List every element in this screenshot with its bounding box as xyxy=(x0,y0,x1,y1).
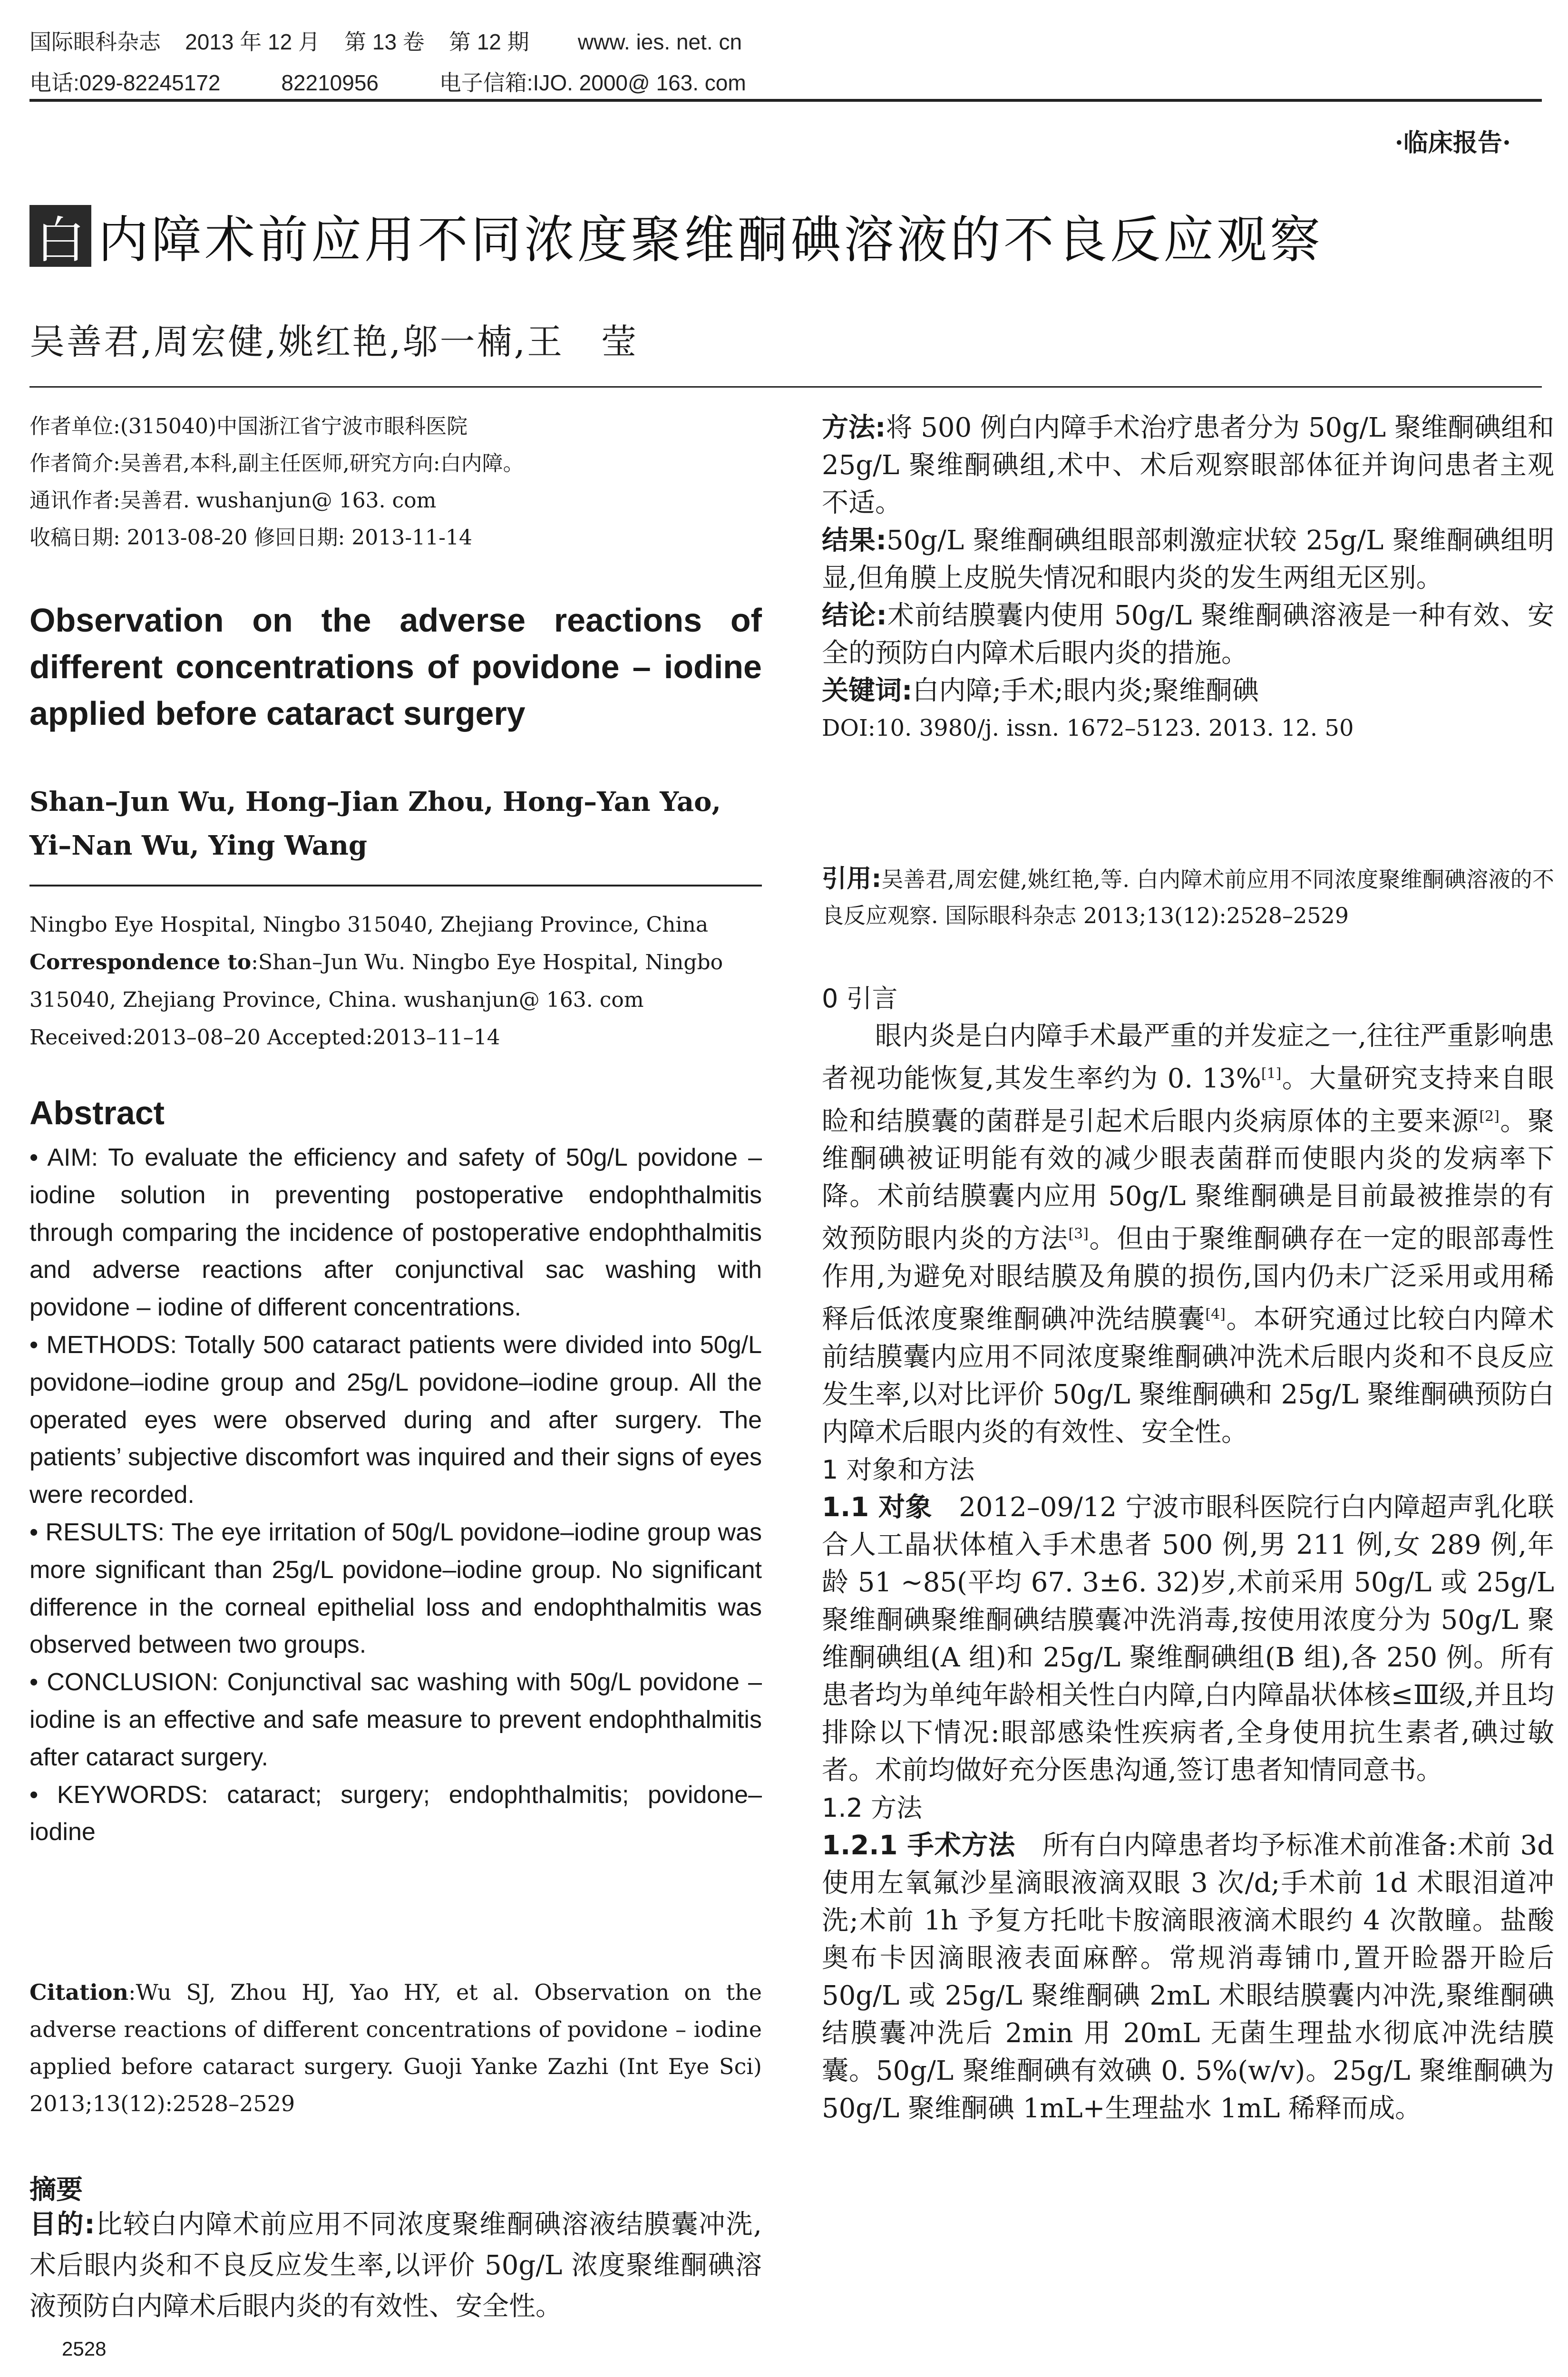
cn-aim-text: 比较白内障术前应用不同浓度聚维酮碘溶液结膜囊冲洗,术后眼内炎和不良反应发生率,以评价 50g/L 浓度聚维酮碘溶液预防白内障术后眼内炎的有效性、安全性。 xyxy=(29,2209,762,2322)
meta-dates: 收稿日期: 2013-08-20 修回日期: 2013-11-14 xyxy=(29,526,472,550)
intro-section xyxy=(822,980,1554,2127)
intro-text-1: 眼内炎是白内障手术最严重的并发症之一,往往严重影响患者视功能恢复,其发生率约为 0. 13% xyxy=(822,1021,1554,1094)
correspondence-line xyxy=(29,944,762,1019)
ref-4: [4] xyxy=(1205,1305,1226,1323)
journal-header-line2: 电话:029-82245172 82210956 电子信箱:IJO. 2000@ 163. com xyxy=(29,70,746,95)
section-1-2-1-label: 1.2.1 手术方法 xyxy=(822,1830,1016,1861)
ref-3: [3] xyxy=(1068,1226,1089,1243)
affiliation-block xyxy=(29,906,762,1056)
authors-cn: 吴善君,周宏健,姚红艳,邬一楠,王 莹 xyxy=(29,321,639,362)
intro-text-4: 。但由于聚维酮碘存在一定的眼部毒性作用,为避免对眼结膜及角膜的损伤,国内仍未广泛采用或用稀释后低浓度聚维酮碘冲洗结膜囊 xyxy=(822,1223,1555,1335)
cn-cite-label: 引用: xyxy=(822,865,882,893)
meta-affiliation: 作者单位:(315040)中国浙江省宁波市眼科医院 xyxy=(29,414,468,438)
ref-2: [2] xyxy=(1479,1108,1500,1125)
title-text: 内障术前应用不同浓度聚维酮碘溶液的不良反应观察 xyxy=(98,211,1323,269)
title-initial-mark: 白 xyxy=(29,205,91,267)
doi-line: DOI:10. 3980/j. issn. 1672–5123. 2013. 12. 50 xyxy=(822,715,1354,741)
cn-abstract-continued xyxy=(822,409,1554,747)
section-1-1-label: 1.1 对象 xyxy=(822,1491,932,1523)
affiliation-line: Ningbo Eye Hospital, Ningbo 315040, Zhejiang Province, China xyxy=(29,913,709,937)
ref-1: [1] xyxy=(1261,1065,1282,1082)
cn-conclusion-label: 结论: xyxy=(822,600,887,631)
cn-results-label: 结果: xyxy=(822,525,887,556)
received-accepted: Received:2013–08–20 Accepted:2013–11–14 xyxy=(29,1025,500,1050)
intro-text-2: 。大量研究支持来自眼睑和结膜囊的菌群是引起术后眼内炎病原体的主要来源 xyxy=(822,1063,1555,1137)
intro-text-3: 。聚维酮碘被证明能有效的减少眼表菌群而使眼内炎的发病率下降。术前结膜囊内应用 50g/L 聚维酮碘是目前最被推崇的有效预防眼内炎的方法 xyxy=(822,1106,1555,1255)
en-authors-divider xyxy=(29,885,762,887)
abstract-results: • RESULTS: The eye irritation of 50g/L povidone–iodine group was more significant than 25g/L povidone–iodine group. No significant difference in the corneal epithelial loss and endophthalmitis was observed between two groups. xyxy=(29,1518,762,1659)
abstract-keywords: • KEYWORDS: cataract; surgery; endophthalmitis; povidone–iodine xyxy=(29,1781,762,1846)
abstract-heading: Abstract xyxy=(29,1094,165,1131)
cn-aim-label: 目的: xyxy=(29,2209,95,2240)
cn-keywords-label: 关键词: xyxy=(822,675,913,706)
meta-author-bio: 作者简介:吴善君,本科,副主任医师,研究方向:白内障。 xyxy=(29,451,524,476)
cn-keywords xyxy=(822,672,1554,710)
cn-abstract-heading: 摘要 xyxy=(29,2174,83,2205)
section-1-2-1-text: 所有白内障患者均予标准术前准备:术前 3d 使用左氧氟沙星滴眼液滴双眼 3 次/d;手术前 1d 术眼泪道冲洗;术前 1h 予复方托吡卡胺滴眼液滴术眼约 4 次散瞳。盐酸奥布卡因滴眼液表面麻醉。常规消毒铺巾,置开睑器开睑后 50g/L 或 25g/L 聚维酮碘 2mL 术眼结膜囊内冲洗,聚维酮碘结膜囊冲洗后 2min 用 20mL 无菌生理盐水彻底冲洗结膜囊。50g/L 聚维酮碘有效碘 0. 5%(w/v)。25g/L 聚维酮碘为 50g/L 聚维酮碘 1mL+生理盐水 1mL 稀释而成。 xyxy=(822,1830,1555,2124)
intro-heading: 0 引言 xyxy=(822,984,898,1013)
citation-text: :Wu SJ, Zhou HJ, Yao HY, et al. Observation on the adverse reactions of different concentrations of povidone – iodine applied before cataract surgery. Guoji Yanke Zazhi (Int Eye Sci) 2013;13(12):2528–2529 xyxy=(29,1979,762,2116)
english-authors: Shan–Jun Wu, Hong–Jian Zhou, Hong–Yan Yao, Yi–Nan Wu, Ying Wang xyxy=(29,786,721,861)
citation-block xyxy=(29,1974,762,2122)
abstract-methods: • METHODS: Totally 500 cataract patients were divided into 50g/L povidone–iodine group and 25g/L povidone–iodine group. All the operated eyes were observed during and after surgery. The patients’ subjective discomfort was inquired and their signs of eyes were recorded. xyxy=(29,1331,762,1509)
cn-cite-text: 吴善君,周宏健,姚红艳,等. 白内障术前应用不同浓度聚维酮碘溶液的不良反应观察. 国际眼科杂志 2013;13(12):2528–2529 xyxy=(822,867,1554,928)
citation-label: Citation xyxy=(29,1979,128,2005)
section-1-1-text: 2012–09/12 宁波市眼科医院行白内障超声乳化联合人工晶状体植入手术患者 500 例,男 211 例,女 289 例,年龄 51 ~85(平均 67. 3±6. 32)岁,术前采用 50g/L 或 25g/L 聚维酮碘聚维酮碘结膜囊冲洗消毒,按使用浓度分为 50g/L 聚维酮碘组(A 组)和 25g/L 聚维酮碘组(B 组),各 250 例。所有患者均为单纯年龄相关性白内障,白内障晶状体核≤Ⅲ级,并且均排除以下情况:眼部感染性疾病者,全身使用抗生素者,碘过敏者。术前均做好充分医患沟通,签订患者知情同意书。 xyxy=(822,1491,1555,1786)
cn-conclusion-text: 术前结膜囊内使用 50g/L 聚维酮碘溶液是一种有效、安全的预防白内障术后眼内炎的措施。 xyxy=(822,600,1554,669)
section-tag: ·临床报告· xyxy=(1394,128,1511,157)
methods-heading: 1 对象和方法 xyxy=(822,1454,975,1485)
meta-correspondence: 通讯作者:吴善君. wushanjun@ 163. com xyxy=(29,488,437,513)
journal-header-line1: 国际眼科杂志 2013 年 12 月 第 13 卷 第 12 期 www. ies. net. cn xyxy=(29,29,742,54)
intro-paragraph xyxy=(822,1017,1554,1451)
english-title: Observation on the adverse reactions of different concentrations of povidone – iodine applied before cataract surgery xyxy=(29,602,762,732)
article-title xyxy=(29,200,1542,272)
abstract-conclusion: • CONCLUSION: Conjunctival sac washing with 50g/L povidone – iodine is an effective and safe measure to prevent endophthalmitis after cataract surgery. xyxy=(29,1668,762,1771)
cn-cite-block xyxy=(822,861,1554,934)
cn-results xyxy=(822,522,1554,597)
correspondence-text: :Shan–Jun Wu. Ningbo Eye Hospital, Ningbo 315040, Zhejiang Province, China. wushanjun@ 163. com xyxy=(29,950,723,1012)
abstract-body xyxy=(29,1139,762,1851)
cn-keywords-text: 白内障;手术;眼内炎;聚维酮碘 xyxy=(912,675,1259,706)
section-1-2-heading: 1.2 方法 xyxy=(822,1792,923,1823)
cn-abstract-aim xyxy=(29,2204,762,2327)
correspondence-label: Correspondence to xyxy=(29,950,252,974)
cn-conclusion xyxy=(822,597,1554,672)
header-divider xyxy=(29,99,1542,102)
page-number: 2528 xyxy=(62,2338,107,2360)
section-1-1 xyxy=(822,1489,1554,1789)
authors-divider xyxy=(29,386,1542,388)
intro-text-5: 。本研究通过比较白内障术前结膜囊内应用不同浓度聚维酮碘冲洗术后眼内炎和不良反应发生率,以对比评价 50g/L 聚维酮碘和 25g/L 聚维酮碘预防白内障术后眼内炎的有效性、安全性。 xyxy=(822,1304,1555,1448)
cn-methods-text: 将 500 例白内障手术治疗患者分为 50g/L 聚维酮碘组和 25g/L 聚维酮碘组,术中、术后观察眼部体征并询问患者主观不适。 xyxy=(822,412,1555,518)
abstract-aim: • AIM: To evaluate the efficiency and safety of 50g/L povidone – iodine solution in preventing postoperative endophthalmitis through comparing the incidence of postoperative endophthalmitis and adverse reactions after conjunctival sac washing with povidone – iodine of different concentrations. xyxy=(29,1144,762,1322)
cn-methods-label: 方法: xyxy=(822,412,886,443)
cn-results-text: 50g/L 聚维酮碘组眼部刺激症状较 25g/L 聚维酮碘组明显,但角膜上皮脱失情况和眼内炎的发生两组无区别。 xyxy=(822,525,1554,594)
cn-methods xyxy=(822,409,1554,522)
section-1-2-1 xyxy=(822,1827,1554,2127)
